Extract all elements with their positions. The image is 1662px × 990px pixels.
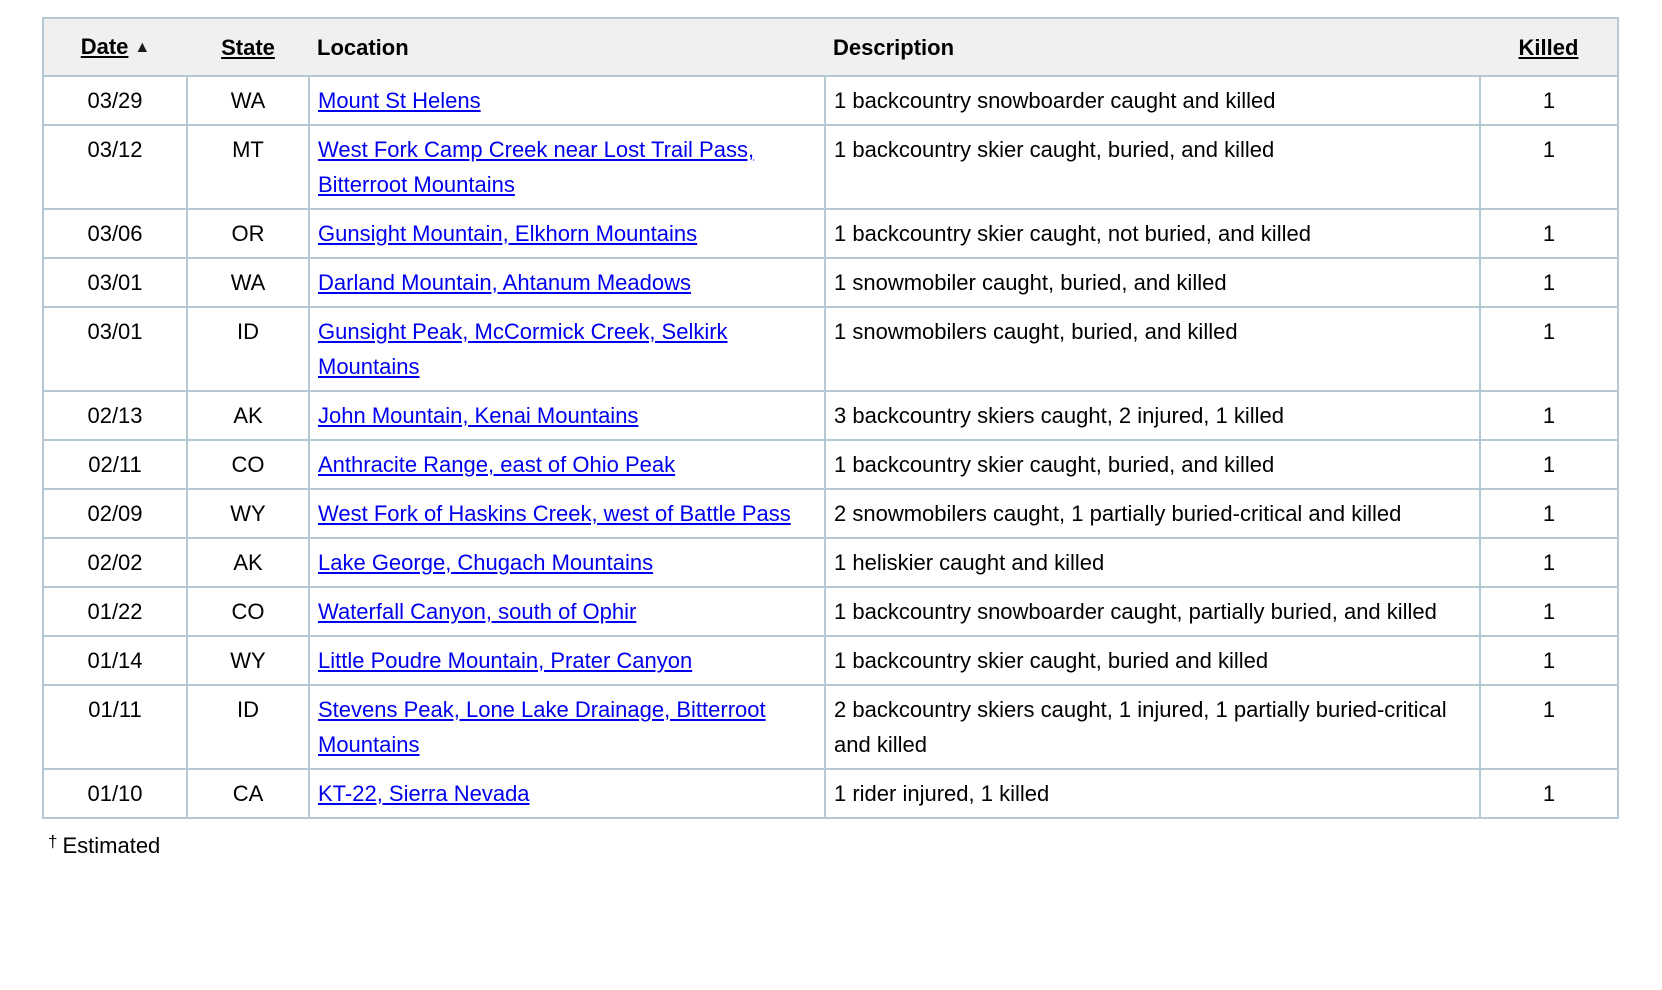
killed-cell: 1 bbox=[1480, 76, 1618, 125]
column-header-description bbox=[825, 18, 1480, 76]
killed-cell: 1 bbox=[1480, 125, 1618, 209]
description-cell: 1 heliskier caught and killed bbox=[825, 538, 1480, 587]
description-cell: 1 backcountry snowboarder caught and killed bbox=[825, 76, 1480, 125]
description-cell: 3 backcountry skiers caught, 2 injured, 1 killed bbox=[825, 391, 1480, 440]
column-header-killed[interactable] bbox=[1480, 18, 1618, 76]
date-cell: 02/02 bbox=[43, 538, 187, 587]
date-cell: 01/14 bbox=[43, 636, 187, 685]
description-cell: 1 backcountry skier caught, buried, and killed bbox=[825, 125, 1480, 209]
state-cell: CA bbox=[187, 769, 309, 818]
killed-cell: 1 bbox=[1480, 538, 1618, 587]
location-cell bbox=[309, 769, 825, 818]
column-header-state-label: State bbox=[221, 34, 275, 60]
killed-cell: 1 bbox=[1480, 587, 1618, 636]
avalanche-accidents-table bbox=[42, 17, 1619, 819]
date-cell: 01/10 bbox=[43, 769, 187, 818]
location-cell bbox=[309, 587, 825, 636]
killed-cell: 1 bbox=[1480, 391, 1618, 440]
description-cell: 1 snowmobilers caught, buried, and killed bbox=[825, 307, 1480, 391]
table-row bbox=[43, 440, 1618, 489]
table-row bbox=[43, 76, 1618, 125]
description-cell: 1 rider injured, 1 killed bbox=[825, 769, 1480, 818]
location-cell bbox=[309, 636, 825, 685]
location-cell bbox=[309, 489, 825, 538]
killed-cell: 1 bbox=[1480, 489, 1618, 538]
state-cell: ID bbox=[187, 685, 309, 769]
date-cell: 03/06 bbox=[43, 209, 187, 258]
location-cell bbox=[309, 391, 825, 440]
column-header-state[interactable] bbox=[187, 18, 309, 76]
location-link[interactable]: West Fork Camp Creek near Lost Trail Pass, Bitterroot Mountains bbox=[318, 137, 755, 197]
table-row bbox=[43, 125, 1618, 209]
killed-cell: 1 bbox=[1480, 209, 1618, 258]
killed-cell: 1 bbox=[1480, 685, 1618, 769]
table-body bbox=[43, 76, 1618, 818]
column-header-date[interactable] bbox=[43, 18, 187, 76]
state-cell: WA bbox=[187, 76, 309, 125]
table-row bbox=[43, 258, 1618, 307]
date-cell: 02/09 bbox=[43, 489, 187, 538]
description-cell: 2 snowmobilers caught, 1 partially buried-critical and killed bbox=[825, 489, 1480, 538]
description-cell: 2 backcountry skiers caught, 1 injured, 1 partially buried-critical and killed bbox=[825, 685, 1480, 769]
location-link[interactable]: KT-22, Sierra Nevada bbox=[318, 781, 530, 806]
date-cell: 02/13 bbox=[43, 391, 187, 440]
date-cell: 03/12 bbox=[43, 125, 187, 209]
location-link[interactable]: Gunsight Peak, McCormick Creek, Selkirk Mountains bbox=[318, 319, 728, 379]
location-link[interactable]: Waterfall Canyon, south of Ophir bbox=[318, 599, 637, 624]
footnote-text: Estimated bbox=[62, 833, 161, 858]
location-link[interactable]: John Mountain, Kenai Mountains bbox=[318, 403, 639, 428]
location-cell bbox=[309, 76, 825, 125]
location-link[interactable]: West Fork of Haskins Creek, west of Battle Pass bbox=[318, 501, 791, 526]
description-cell: 1 backcountry skier caught, not buried, and killed bbox=[825, 209, 1480, 258]
location-link[interactable]: Darland Mountain, Ahtanum Meadows bbox=[318, 270, 691, 295]
state-cell: MT bbox=[187, 125, 309, 209]
location-cell bbox=[309, 209, 825, 258]
table-row bbox=[43, 636, 1618, 685]
location-cell bbox=[309, 538, 825, 587]
location-cell bbox=[309, 125, 825, 209]
header-row bbox=[43, 18, 1618, 76]
state-cell: WY bbox=[187, 489, 309, 538]
state-cell: CO bbox=[187, 587, 309, 636]
description-cell: 1 backcountry skier caught, buried and killed bbox=[825, 636, 1480, 685]
sort-ascending-icon: ▲ bbox=[134, 39, 151, 56]
column-header-killed-label: Killed bbox=[1518, 34, 1579, 60]
column-header-description-label: Description bbox=[833, 34, 955, 60]
killed-cell: 1 bbox=[1480, 769, 1618, 818]
table-row bbox=[43, 307, 1618, 391]
date-cell: 03/01 bbox=[43, 258, 187, 307]
dagger-symbol: † bbox=[48, 832, 58, 851]
table-row bbox=[43, 685, 1618, 769]
description-cell: 1 backcountry skier caught, buried, and killed bbox=[825, 440, 1480, 489]
state-cell: OR bbox=[187, 209, 309, 258]
state-cell: WY bbox=[187, 636, 309, 685]
state-cell: AK bbox=[187, 391, 309, 440]
date-cell: 03/29 bbox=[43, 76, 187, 125]
state-cell: CO bbox=[187, 440, 309, 489]
location-cell bbox=[309, 685, 825, 769]
table-row bbox=[43, 489, 1618, 538]
location-link[interactable]: Little Poudre Mountain, Prater Canyon bbox=[318, 648, 693, 673]
killed-cell: 1 bbox=[1480, 307, 1618, 391]
location-cell bbox=[309, 258, 825, 307]
killed-cell: 1 bbox=[1480, 636, 1618, 685]
description-cell: 1 backcountry snowboarder caught, partially buried, and killed bbox=[825, 587, 1480, 636]
date-cell: 01/22 bbox=[43, 587, 187, 636]
state-cell: AK bbox=[187, 538, 309, 587]
location-link[interactable]: Stevens Peak, Lone Lake Drainage, Bitterroot Mountains bbox=[318, 697, 766, 757]
date-cell: 01/11 bbox=[43, 685, 187, 769]
table-row bbox=[43, 538, 1618, 587]
estimated-footnote bbox=[48, 829, 1662, 859]
column-header-date-label: Date bbox=[80, 34, 129, 59]
table-row bbox=[43, 209, 1618, 258]
column-header-location-label: Location bbox=[317, 34, 409, 60]
description-cell: 1 snowmobiler caught, buried, and killed bbox=[825, 258, 1480, 307]
location-cell bbox=[309, 307, 825, 391]
table-row bbox=[43, 391, 1618, 440]
state-cell: ID bbox=[187, 307, 309, 391]
location-cell bbox=[309, 440, 825, 489]
state-cell: WA bbox=[187, 258, 309, 307]
table-row bbox=[43, 587, 1618, 636]
column-header-location bbox=[309, 18, 825, 76]
table-row bbox=[43, 769, 1618, 818]
location-link[interactable]: Anthracite Range, east of Ohio Peak bbox=[318, 452, 676, 477]
location-link[interactable]: Gunsight Mountain, Elkhorn Mountains bbox=[318, 221, 698, 246]
location-link[interactable]: Lake George, Chugach Mountains bbox=[318, 550, 654, 575]
location-link[interactable]: Mount St Helens bbox=[318, 88, 481, 113]
date-cell: 02/11 bbox=[43, 440, 187, 489]
table-header bbox=[43, 18, 1618, 76]
date-cell: 03/01 bbox=[43, 307, 187, 391]
killed-cell: 1 bbox=[1480, 440, 1618, 489]
killed-cell: 1 bbox=[1480, 258, 1618, 307]
